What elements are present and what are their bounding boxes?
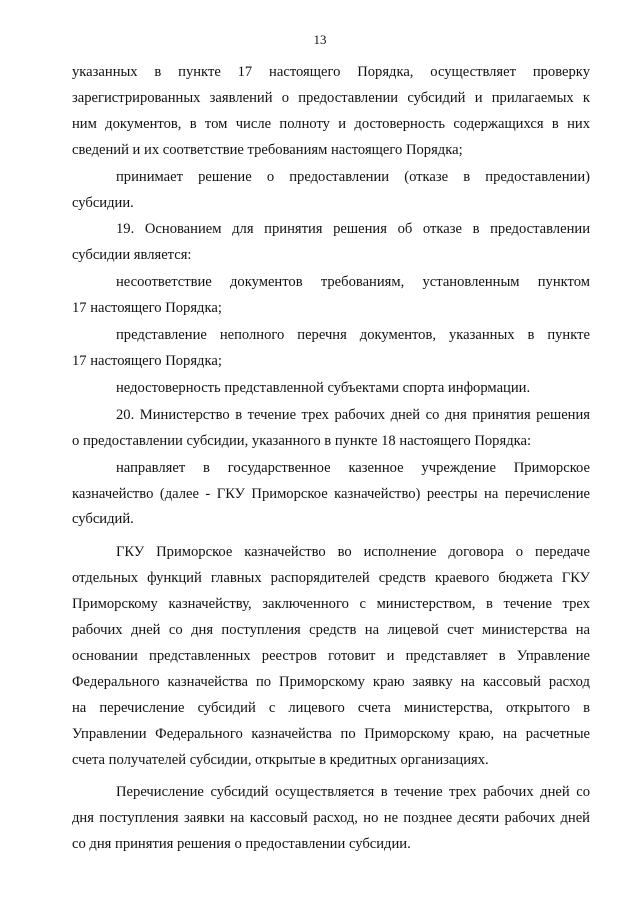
paragraph [72,376,590,402]
paragraph-line: о предоставлении субсидии, указанного в пункте 18 настоящего Порядка: [72,432,532,449]
paragraph-line: субсидии. [72,194,134,211]
paragraph [72,60,590,164]
paragraph [72,270,590,322]
paragraph-line: указанных в пункте 17 настоящего Порядка, осуществляет проверку [72,64,590,80]
paragraph-line: со дня принятия решения о предоставлении субсидии. [72,836,411,853]
paragraph-line: счета получателей субсидии, открытые в кредитных организациях. [72,751,489,768]
paragraph [72,217,590,269]
paragraph-line: казначейство (далее - ГКУ Приморское казначейство) реестры на перечисление [72,485,590,502]
paragraph-line: на перечисление субсидий с лицевого счета министерства, открытого в [72,699,590,716]
paragraph-line: субсидий. [72,511,134,528]
paragraph-line: рабочих дней со дня поступления средств на лицевой счет министерства на [72,622,590,639]
paragraph-line: направляет в государственное казенное учреждение Приморское [116,459,590,476]
paragraph-line: принимает решение о предоставлении (отказе в предоставлении) [116,168,590,185]
paragraph-line: 20. Министерство в течение трех рабочих дней со дня принятия решения [116,406,590,423]
paragraph [72,540,590,773]
paragraph-line: субсидии является: [72,247,192,264]
paragraph-line: основании представленных реестров готовит и представляет в Управление [72,647,590,664]
paragraph-line: отдельных функций главных распорядителей средств краевого бюджета ГКУ [72,570,590,587]
paragraph [72,323,590,375]
paragraph [72,780,590,858]
paragraph-line: 17 настоящего Порядка; [72,352,222,369]
paragraph [72,403,590,455]
page-number: 13 [313,32,327,47]
paragraph-line: 19. Основанием для принятия решения об отказе в предоставлении [116,221,590,238]
paragraph-line: дня поступления заявки на кассовый расход, но не позднее десяти рабочих дней [72,810,590,827]
paragraph-line: ним документов, в том числе полноту и достоверность содержащихся в них [72,115,590,132]
document-body [72,60,590,858]
paragraph-line: Перечисление субсидий осуществляется в течение трех рабочих дней со [116,784,590,801]
paragraph-line: ГКУ Приморское казначейство во исполнение договора о передаче [116,544,590,561]
paragraph-line: Управлении Федерального казначейства по Приморскому краю, на расчетные [72,725,590,742]
paragraph-line: Приморскому казначейству, заключенного с министерством, в течение трех [72,596,590,613]
paragraph-line: 17 настоящего Порядка; [72,300,222,317]
paragraph [72,165,590,217]
paragraph-line: зарегистрированных заявлений о предоставлении субсидий и прилагаемых к [72,89,590,106]
paragraph [72,456,590,534]
paragraph-line: Федерального казначейства по Приморскому краю заявку на кассовый расход [72,673,590,690]
paragraph-line: недостоверность представленной субъектами спорта информации. [116,379,531,396]
paragraph-line: сведений и их соответствие требованиям настоящего Порядка; [72,141,463,158]
paragraph-line: представление неполного перечня документов, указанных в пункте [116,327,590,344]
paragraph-line: несоответствие документов требованиям, установленным пунктом [116,274,590,291]
